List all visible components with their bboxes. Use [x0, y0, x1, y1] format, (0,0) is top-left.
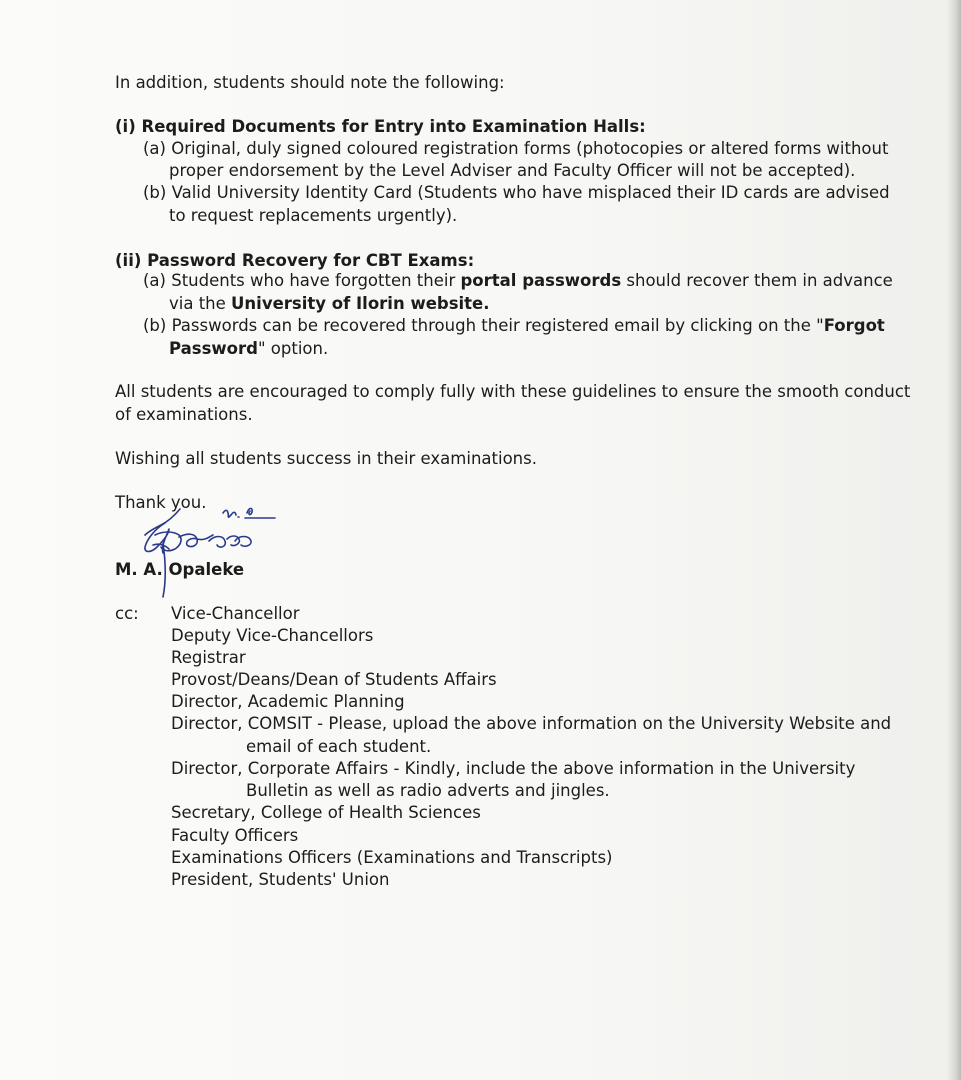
section1-item-a-line1: (a) Original, duly signed coloured registration forms (photocopies or altered forms without — [143, 139, 889, 158]
cc-item-college-health-sciences: Secretary, College of Health Sciences — [171, 803, 481, 822]
wishes-text: Wishing all students success in their examinations. — [115, 449, 537, 468]
intro-text: In addition, students should note the following: — [115, 73, 505, 92]
section2-item-b-line2: Password" option. — [169, 339, 329, 358]
cc-item-comsit-line1: Director, COMSIT - Please, upload the above information on the University Website and — [171, 714, 892, 733]
cc-item-academic-planning: Director, Academic Planning — [171, 692, 405, 711]
cc-item-registrar: Registrar — [171, 648, 246, 667]
section2-heading: (ii) Password Recovery for CBT Exams: — [115, 251, 475, 270]
cc-item-students-union: President, Students' Union — [171, 870, 390, 889]
cc-item-corporate-affairs-line1: Director, Corporate Affairs - Kindly, include the above information in the University — [171, 759, 856, 778]
cc-item-faculty-officers: Faculty Officers — [171, 826, 299, 845]
section1-item-b-line1: (b) Valid University Identity Card (Students who have misplaced their ID cards are advised — [143, 183, 890, 202]
section2-item-a-line2: via the University of Ilorin website. — [169, 294, 490, 313]
thanks-text: Thank you. — [115, 493, 207, 512]
cc-item-deputy-vcs: Deputy Vice-Chancellors — [171, 626, 374, 645]
section2-item-b-line1: (b) Passwords can be recovered through their registered email by clicking on the "Forgot — [143, 316, 885, 335]
cc-item-provost-deans: Provost/Deans/Dean of Students Affairs — [171, 670, 497, 689]
section1-item-b-line2: to request replacements urgently). — [169, 206, 458, 225]
section1-heading: (i) Required Documents for Entry into Examination Halls: — [115, 117, 646, 136]
cc-item-examinations-officers: Examinations Officers (Examinations and Transcripts) — [171, 848, 613, 867]
cc-label: cc: — [115, 604, 139, 623]
page-edge-shadow — [947, 0, 961, 1080]
cc-item-vice-chancellor: Vice-Chancellor — [171, 604, 300, 623]
compliance-line2: of examinations. — [115, 405, 253, 424]
cc-item-comsit-line2: email of each student. — [246, 737, 432, 756]
section2-item-a-line1: (a) Students who have forgotten their portal passwords should recover them in advance — [143, 271, 893, 290]
handwritten-signature — [135, 495, 285, 600]
section1-item-a-line2: proper endorsement by the Level Adviser and Faculty Officer will not be accepted). — [169, 161, 856, 180]
compliance-line1: All students are encouraged to comply fully with these guidelines to ensure the smooth conduct — [115, 382, 911, 401]
signatory-name: M. A. Opaleke — [115, 560, 245, 579]
cc-item-corporate-affairs-line2: Bulletin as well as radio adverts and jingles. — [246, 781, 610, 800]
